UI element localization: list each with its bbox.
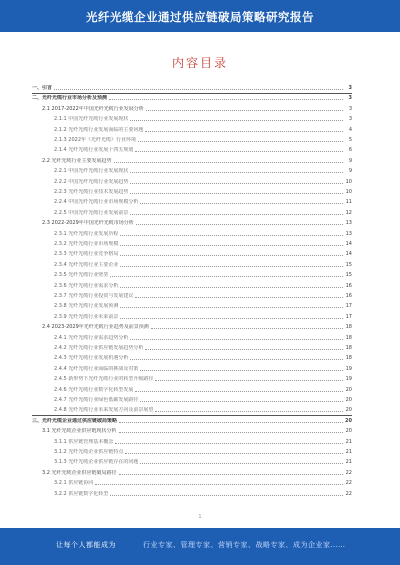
toc-leader-dots [120, 235, 343, 236]
toc-entry-page: 22 [345, 480, 352, 487]
toc-leader-dots [130, 339, 343, 340]
toc-entry-page: 17 [345, 303, 352, 310]
toc-entry[interactable] [32, 146, 352, 153]
toc-entry-page: 3 [348, 105, 352, 112]
toc-entry-label: 3.1.2 光纤光缆企业供应链特点 [54, 449, 124, 455]
toc-entry-page: 22 [345, 469, 352, 476]
toc-leader-dots [155, 411, 343, 412]
toc-leader-dots [136, 224, 343, 225]
toc-entry-label: 2.4.1 光纤光缆行业需求趋势分析 [54, 334, 129, 341]
toc-leader-dots [119, 422, 343, 423]
toc-entry-label: 3.1 光纤光缆企业供应链现状分析 [42, 428, 117, 435]
toc-leader-dots [110, 276, 343, 277]
toc-leader-dots [120, 255, 343, 256]
section-divider [32, 93, 352, 94]
toc-entry[interactable] [32, 438, 352, 445]
toc-entry-page: 18 [345, 334, 352, 341]
toc-entry-label: 3.2.2 供应链数字化转型 [54, 490, 109, 497]
toc-entry-page: 21 [345, 449, 352, 455]
toc-entry-label: 2.2.1 中国光纤光缆行业发展现状 [54, 168, 129, 175]
toc-entry-label: 2.1 2017-2022年中国光纤光缆行业发展分析 [42, 105, 144, 112]
toc-entry[interactable] [32, 323, 352, 330]
toc-leader-dots [130, 214, 343, 215]
toc-leader-dots [120, 266, 343, 267]
toc-entry-page: 17 [345, 313, 352, 320]
toc-entry[interactable] [32, 126, 352, 133]
toc-leader-dots [130, 193, 343, 194]
toc-leader-dots [155, 380, 343, 381]
toc-entry[interactable] [32, 157, 352, 164]
toc-leader-dots [110, 495, 343, 496]
toc-leader-dots [119, 474, 343, 475]
toc-entry-page: 11 [345, 199, 352, 206]
toc-entry-label: 2.4.7 光纤光缆行业绿色低碳发展路径 [54, 397, 139, 403]
toc-entry-label: 2.3 2022-2029年中国光纤光缆市场分析 [42, 220, 134, 227]
toc-leader-dots [120, 307, 343, 308]
toc-entry-page: 20 [345, 428, 352, 435]
toc-entry[interactable] [32, 469, 352, 476]
toc-entry[interactable] [32, 313, 352, 320]
footer-slogan: 让每个人都能成为 [56, 541, 116, 549]
toc-leader-dots [130, 120, 343, 121]
toc-entry-label: 3.2 光纤光缆企业供应链破局路径 [42, 469, 117, 476]
toc-leader-dots [140, 370, 343, 371]
toc-entry-label: 2.2.3 光纤光缆行业技术发展趋势 [54, 189, 129, 195]
toc-entry-page: 3 [348, 116, 352, 123]
toc-entry-page: 4 [348, 126, 352, 133]
toc-leader-dots [135, 391, 343, 392]
toc-entry-page: 21 [345, 438, 352, 445]
toc-entry[interactable] [32, 209, 352, 216]
report-title: 光纤光缆企业通过供应链破局策略研究报告 [86, 10, 314, 24]
toc-entry-label: 一、引言 [32, 85, 53, 91]
toc-entry-label: 2.3.2 光纤光缆行业市场规模 [54, 241, 119, 247]
toc-leader-dots [140, 401, 343, 402]
toc-entry-page: 5 [348, 137, 352, 143]
toc-entry-label: 2.2 光纤光缆行业主要发展趋势 [42, 157, 112, 164]
toc-entry-page: 15 [345, 272, 352, 279]
toc-entry-label: 2.4.4 光纤光缆行业面临的挑战及对策 [54, 365, 139, 372]
toc-leader-dots [125, 453, 343, 454]
toc-entry[interactable] [32, 375, 352, 382]
toc-entry[interactable] [32, 84, 352, 91]
toc-entry[interactable] [32, 167, 352, 174]
toc-entry-label: 3.1.3 光纤光缆企业供应链存在的问题 [54, 459, 139, 466]
toc-entry[interactable] [32, 490, 352, 497]
toc-entry[interactable] [32, 396, 352, 403]
toc-entry-page: 9 [348, 168, 352, 175]
toc-entry[interactable] [32, 198, 352, 205]
toc-entry[interactable] [32, 178, 352, 185]
toc-entry-label: 2.3.9 光纤光缆行业未来前景 [54, 313, 119, 320]
toc-entry-label: 2.1.3 2022年《光纤光缆》行业环境 [54, 137, 137, 143]
toc-entry[interactable] [32, 230, 352, 237]
toc-entry-page: 10 [345, 189, 352, 195]
toc-leader-dots [130, 183, 343, 184]
toc-leader-dots [151, 328, 343, 329]
toc-leader-dots [120, 245, 343, 246]
toc-entry-page: 16 [345, 293, 352, 299]
toc-entry-label: 三、光纤光缆企业通过供应链破局策略 [32, 417, 118, 424]
toc-entry-label: 3.1.1 供应链管理基本概念 [54, 438, 114, 445]
toc-leader-dots [140, 463, 343, 464]
toc-entry-page: 3 [348, 95, 352, 102]
table-of-contents [32, 84, 352, 506]
toc-entry-page: 12 [345, 209, 352, 216]
toc-leader-dots [109, 99, 343, 100]
toc-entry-label: 2.3.8 光纤光缆行业发展预测 [54, 303, 119, 310]
toc-entry[interactable] [32, 94, 352, 101]
toc-entry[interactable] [32, 344, 352, 351]
toc-entry-label: 2.3.4 光纤光缆行业主要企业 [54, 261, 119, 268]
toc-leader-dots [115, 443, 343, 444]
toc-entry[interactable] [32, 136, 352, 143]
toc-entry[interactable] [32, 458, 352, 465]
toc-entry-page: 18 [345, 355, 352, 362]
toc-leader-dots [119, 432, 343, 433]
toc-leader-dots [95, 484, 343, 485]
report-header-bar [0, 0, 400, 32]
toc-entry-page: 15 [345, 261, 352, 268]
toc-entry[interactable] [32, 448, 352, 455]
toc-entry-page: 20 [345, 397, 352, 403]
toc-entry[interactable] [32, 115, 352, 122]
toc-leader-dots [138, 141, 343, 142]
toc-entry[interactable] [32, 479, 352, 486]
toc-entry[interactable] [32, 271, 352, 278]
toc-entry[interactable] [32, 250, 352, 257]
toc-entry[interactable] [32, 334, 352, 341]
toc-entry-label: 2.3.1 光纤光缆行业发展历程 [54, 230, 119, 237]
toc-entry[interactable] [32, 219, 352, 226]
toc-entry-page: 20 [345, 417, 352, 424]
toc-entry-page: 9 [348, 157, 352, 164]
toc-entry-page: 19 [345, 365, 352, 372]
toc-leader-dots [120, 287, 343, 288]
toc-entry-label: 2.3.5 光纤光缆行业壁垒 [54, 272, 109, 279]
toc-entry-label: 2.4 2023-2029年光纤光缆行业趋势及前景预测 [42, 324, 149, 331]
toc-entry[interactable] [32, 427, 352, 434]
toc-entry-label: 2.4.3 光纤光缆行业发展机遇分析 [54, 355, 129, 362]
toc-entry[interactable] [32, 292, 352, 299]
toc-entry-page: 19 [345, 376, 352, 383]
toc-entry-label: 2.1.4 光纤光缆行业发展十四五规划 [54, 147, 134, 154]
toc-entry[interactable] [32, 302, 352, 309]
toc-entry-page: 14 [345, 251, 352, 258]
toc-entry[interactable] [32, 282, 352, 289]
toc-entry[interactable] [32, 240, 352, 247]
toc-leader-dots [135, 151, 343, 152]
toc-entry[interactable] [32, 417, 352, 424]
toc-leader-dots [145, 131, 343, 132]
toc-entry-page: 13 [345, 220, 352, 227]
toc-entry-page: 18 [345, 324, 352, 331]
toc-entry[interactable] [32, 365, 352, 372]
toc-entry[interactable] [32, 386, 352, 393]
section-divider [32, 415, 352, 416]
toc-entry-page: 20 [345, 386, 352, 393]
toc-leader-dots [146, 110, 343, 111]
toc-leader-dots [114, 162, 343, 163]
page-number: 1 [198, 514, 202, 520]
toc-entry-page: 13 [345, 230, 352, 237]
toc-entry-label: 2.2.5 中国光纤光缆行业发展前景 [54, 209, 129, 216]
toc-entry-page: 14 [345, 241, 352, 247]
toc-entry-label: 2.3.6 光纤光缆行业需求分析 [54, 282, 119, 289]
toc-entry-page: 18 [345, 345, 352, 351]
toc-entry-page: 22 [345, 490, 352, 497]
toc-entry-label: 2.4.2 光纤光缆行业供应链发展趋势分析 [54, 345, 144, 351]
toc-leader-dots [120, 318, 343, 319]
toc-heading: 内容目录 [171, 56, 228, 70]
toc-entry-label: 2.1.1 中国光纤光缆行业发展现状 [54, 116, 129, 123]
toc-entry-page: 20 [345, 407, 352, 414]
toc-entry[interactable] [32, 188, 352, 195]
toc-entry-page: 6 [348, 147, 352, 154]
footer-tagline: 行业专家、管理专家、营销专家、战略专家、成为企业家…… [143, 541, 346, 549]
toc-entry-page: 10 [345, 178, 352, 185]
toc-entry-label: 2.4.8 光纤光缆行业未来发展方向及前景展望 [54, 407, 154, 414]
toc-leader-dots [145, 349, 343, 350]
footer-bar [0, 528, 400, 565]
toc-entry-label: 二、光纤光缆行业市场分析及预测 [32, 95, 108, 102]
toc-entry-label: 2.2.2 中国光纤光缆行业发展趋势 [54, 178, 129, 185]
toc-entry[interactable] [32, 261, 352, 268]
toc-entry[interactable] [32, 354, 352, 361]
toc-entry-page: 16 [345, 282, 352, 289]
toc-entry[interactable] [32, 406, 352, 413]
toc-leader-dots [130, 359, 343, 360]
toc-entry-page: 21 [345, 459, 352, 466]
toc-entry-page: 3 [348, 85, 352, 91]
toc-leader-dots [140, 203, 343, 204]
toc-entry-label: 2.3.3 光纤光缆行业竞争格局 [54, 251, 119, 258]
toc-entry-label: 3.2.1 供应链协同 [54, 480, 94, 487]
toc-leader-dots [135, 297, 343, 298]
toc-entry-label: 2.2.4 中国光纤光缆行业市场规模分析 [54, 199, 139, 206]
toc-entry[interactable] [32, 105, 352, 112]
toc-entry-label: 2.3.7 光纤光缆行业投资与发展建议 [54, 293, 134, 299]
toc-leader-dots [130, 172, 343, 173]
toc-entry-label: 2.4.6 光纤光缆行业数字化转型发展 [54, 386, 134, 393]
toc-entry-label: 2.4.5 新形势下光纤光缆行业的转型升级路径 [54, 376, 154, 383]
toc-leader-dots [54, 89, 343, 90]
toc-entry-label: 2.1.2 光纤光缆行业发展面临的主要问题 [54, 126, 144, 133]
